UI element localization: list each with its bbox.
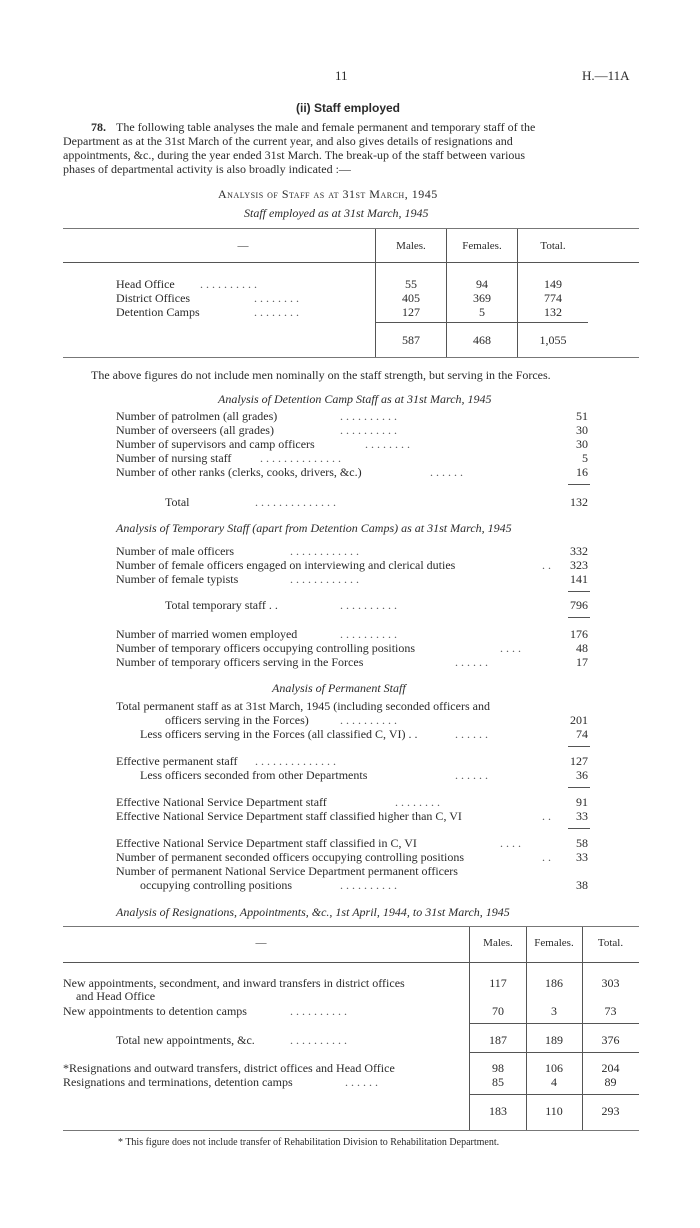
- document-reference: H.—11A: [582, 68, 630, 83]
- detention-row-label: Number of patrolmen (all grades): [116, 409, 278, 423]
- table1-row-leader: . . . . . . . .: [254, 305, 299, 319]
- temporary-row2-label: Number of temporary officers occupying controlling positions: [116, 641, 416, 655]
- permanent-line-9-value: 38: [576, 878, 588, 892]
- detention-row-leader: . . . . . .: [430, 465, 463, 479]
- detention-row-value: 51: [576, 409, 588, 423]
- temporary-total-rule: [568, 617, 590, 618]
- permanent-line-5-value: 91: [576, 795, 588, 809]
- table1-cell-total: 774: [544, 291, 562, 305]
- table2-row2-total: 204: [601, 1061, 620, 1075]
- para-line-4: phases of departmental activity is also broadly indicated :—: [63, 162, 351, 176]
- permanent-line-4-leader: . . . . . .: [455, 768, 488, 782]
- permanent-line-1b: officers serving in the Forces): [165, 713, 309, 727]
- temporary-sum-rule: [568, 591, 590, 592]
- table2-total-males: 183: [489, 1104, 507, 1118]
- table1-row-label: Detention Camps: [116, 305, 200, 319]
- permanent-line-2: Less officers serving in the Forces (all classified C, VI) . .: [140, 727, 418, 741]
- permanent-line-7-leader: . . . .: [500, 836, 521, 850]
- permanent-line-5: Effective National Service Department staff: [116, 795, 327, 809]
- table1-subtitle: Staff employed as at 31st March, 1945: [244, 206, 429, 220]
- temporary-row-leader: . .: [542, 558, 551, 572]
- table1-note: The above figures do not include men nominally on the staff strength, but serving in the Forces.: [91, 368, 551, 382]
- temporary-row-leader: . . . . . . . . . . . .: [290, 572, 359, 586]
- detention-sum-rule: [568, 484, 590, 485]
- temporary-row2-leader: . . . . . . . . . .: [340, 627, 397, 641]
- permanent-line-9-leader: . . . . . . . . . .: [340, 878, 397, 892]
- permanent-rule-2: [568, 787, 590, 788]
- table1-header-rule: [63, 262, 639, 263]
- detention-row-label: Number of nursing staff: [116, 451, 232, 465]
- table2-subtotal-rule: [470, 1023, 639, 1024]
- table2-header-males: Males.: [483, 937, 513, 949]
- table2-header-total: Total.: [597, 937, 624, 949]
- table1-cell-females: 369: [473, 291, 491, 305]
- permanent-line-3-leader: . . . . . . . . . . . . . .: [255, 754, 336, 768]
- permanent-rule-1: [568, 746, 590, 747]
- detention-row-value: 16: [576, 465, 588, 479]
- temporary-row-label: Number of female typists: [116, 572, 239, 586]
- table1-cell-females: 94: [476, 277, 488, 291]
- permanent-line-1-leader: . . . . . . . . . .: [340, 713, 397, 727]
- table2-row-label: New appointments to detention camps: [63, 1004, 247, 1018]
- permanent-line-8-value: 33: [576, 850, 588, 864]
- table2-subtotal-label: Total new appointments, &c.: [116, 1033, 255, 1047]
- table1-header-total: Total.: [540, 240, 566, 252]
- permanent-rule-3: [568, 828, 590, 829]
- table2-subtotal-total: 376: [601, 1033, 620, 1047]
- footnote: * This figure does not include transfer of Rehabilitation Division to Rehabilitation Department.: [118, 1137, 500, 1148]
- table1-total-total: 1,055: [539, 333, 567, 347]
- table2-cell-males: 70: [492, 1004, 504, 1018]
- detention-row-label: Number of supervisors and camp officers: [116, 437, 315, 451]
- table2-row2-label: *Resignations and outward transfers, district offices and Head Office: [63, 1061, 395, 1075]
- permanent-line-7-value: 58: [576, 836, 588, 850]
- table1-top-rule: [63, 228, 639, 229]
- table2-row-leader: . . . . . . . . . .: [290, 1004, 347, 1018]
- permanent-line-2-value: 74: [576, 727, 588, 741]
- table2-row2-males: 85: [492, 1075, 504, 1089]
- detention-row-leader: . . . . . . . . . .: [340, 423, 397, 437]
- detention-row-leader: . . . . . . . . . .: [340, 409, 397, 423]
- permanent-line-3: Effective permanent staff: [116, 754, 238, 768]
- temporary-total-label: Total temporary staff . .: [165, 598, 278, 612]
- table1-cell-males: 405: [402, 291, 420, 305]
- table1-row-leader: . . . . . . . .: [254, 291, 299, 305]
- table2-vline-1: [469, 927, 470, 1130]
- temporary-row-label: Number of male officers: [116, 544, 235, 558]
- table2-row2-females: 106: [545, 1061, 563, 1075]
- table2-header-rule: [63, 962, 639, 963]
- table1-cell-males: 55: [405, 277, 417, 291]
- permanent-line-9a: Number of permanent National Service Department permanent officers: [116, 864, 458, 878]
- table2-subtotal-rule-2: [470, 1052, 639, 1053]
- table2-row2-total: 89: [604, 1075, 617, 1089]
- table2-row2-females: 4: [551, 1075, 557, 1089]
- table1-total-females: 468: [473, 333, 491, 347]
- table2-title: Analysis of Resignations, Appointments, &c., 1st April, 1944, to 31st March, 1945: [116, 905, 510, 919]
- table1-header-males: Males.: [396, 240, 426, 252]
- detention-row-leader: . . . . . . . . . . . . . .: [260, 451, 341, 465]
- table2-cell-total: 73: [604, 1004, 617, 1018]
- para-line-3: appointments, &c., during the year ended 31st March. The break-up of the staff between various: [63, 148, 526, 162]
- permanent-line-1-value: 201: [570, 713, 588, 727]
- para-line-2: Department as at the 31st March of the current year, and also gives details of resignations and: [63, 134, 513, 148]
- page-number: 11: [335, 68, 348, 83]
- permanent-line-9b: occupying controlling positions: [140, 878, 292, 892]
- table2-total-females: 110: [545, 1104, 563, 1118]
- detention-total-leader: . . . . . . . . . . . . . .: [255, 495, 336, 509]
- detention-row-value: 5: [582, 451, 588, 465]
- table2-bottom-rule: [63, 1130, 639, 1131]
- permanent-line-1a: Total permanent staff as at 31st March, 1945 (including seconded officers and: [116, 699, 490, 713]
- temporary-row2-value: 48: [576, 641, 588, 655]
- table2-row2-label: Resignations and terminations, detention camps: [63, 1075, 293, 1089]
- table2-cell-males: 117: [489, 976, 507, 990]
- temporary-row2-label: Number of temporary officers serving in the Forces: [116, 655, 364, 669]
- table2-row-label: New appointments, secondment, and inward transfers in district offices: [63, 976, 405, 990]
- para-line-1: The following table analyses the male and female permanent and temporary staff of the: [116, 120, 536, 134]
- table2-cell-females: 186: [545, 976, 563, 990]
- table2-cell-total: 303: [601, 976, 620, 990]
- table2-total-rule: [470, 1094, 639, 1095]
- temporary-row2-leader: . . . . . .: [455, 655, 488, 669]
- table1-bottom-rule: [63, 357, 639, 358]
- table1-title: Analysis of Staff as at 31st March, 1945: [218, 187, 438, 201]
- temporary-total-value: 796: [570, 598, 588, 612]
- permanent-line-8: Number of permanent seconded officers occupying controlling positions: [116, 850, 465, 864]
- table1-row-label: District Offices: [116, 291, 191, 305]
- permanent-heading: Analysis of Permanent Staff: [272, 681, 406, 695]
- permanent-line-7: Effective National Service Department staff classified in C, VI: [116, 836, 417, 850]
- table2-subtotal-males: 187: [489, 1033, 507, 1047]
- permanent-line-6: Effective National Service Department staff classified higher than C, VI: [116, 809, 462, 823]
- permanent-line-3-value: 127: [570, 754, 588, 768]
- table2-header-dash: —: [255, 937, 267, 949]
- temporary-row2-value: 176: [570, 627, 588, 641]
- permanent-line-6-value: 33: [576, 809, 588, 823]
- temporary-row-value: 323: [570, 558, 588, 572]
- temporary-row-leader: . . . . . . . . . . . .: [290, 544, 359, 558]
- temporary-row-value: 141: [570, 572, 588, 586]
- table1-cell-females: 5: [479, 305, 485, 319]
- temporary-row2-value: 17: [576, 655, 588, 669]
- detention-row-value: 30: [576, 423, 588, 437]
- table2-header-females: Females.: [534, 937, 574, 949]
- table2-vline-2: [526, 927, 527, 1130]
- detention-heading: Analysis of Detention Camp Staff as at 31st March, 1945: [218, 392, 492, 406]
- temporary-heading: Analysis of Temporary Staff (apart from Detention Camps) as at 31st March, 1945: [116, 521, 512, 535]
- detention-row-leader: . . . . . . . .: [365, 437, 410, 451]
- table1-header-females: Females.: [462, 240, 502, 252]
- table1-sum-rule: [376, 322, 588, 323]
- detention-total-value: 132: [570, 495, 588, 509]
- permanent-line-4-value: 36: [576, 768, 588, 782]
- table2-row2-males: 98: [492, 1061, 504, 1075]
- detention-row-label: Number of overseers (all grades): [116, 423, 274, 437]
- detention-total-label: Total: [165, 495, 190, 509]
- table1-total-males: 587: [402, 333, 420, 347]
- permanent-line-5-leader: . . . . . . . .: [395, 795, 440, 809]
- section-heading: (ii) Staff employed: [296, 101, 401, 115]
- table2-subtotal-females: 189: [545, 1033, 563, 1047]
- detention-row-value: 30: [576, 437, 588, 451]
- temporary-total-leader: . . . . . . . . . .: [340, 598, 397, 612]
- permanent-line-6-leader: . .: [542, 809, 551, 823]
- detention-row-label: Number of other ranks (clerks, cooks, drivers, &c.): [116, 465, 362, 479]
- temporary-row-label: Number of female officers engaged on interviewing and clerical duties: [116, 558, 456, 572]
- table1-row-label: Head Office: [116, 277, 175, 291]
- paragraph-number: 78.: [91, 120, 106, 134]
- table1-cell-total: 132: [544, 305, 562, 319]
- table1-cell-total: 149: [544, 277, 562, 291]
- table2-cell-females: 3: [551, 1004, 557, 1018]
- table2-row-label-cont: and Head Office: [76, 989, 156, 1003]
- permanent-line-8-leader: . .: [542, 850, 551, 864]
- permanent-line-4: Less officers seconded from other Departments: [140, 768, 368, 782]
- temporary-row-value: 332: [570, 544, 588, 558]
- temporary-row2-label: Number of married women employed: [116, 627, 298, 641]
- table2-vline-3: [582, 927, 583, 1130]
- table2-top-rule: [63, 926, 639, 927]
- table2-total-total: 293: [601, 1104, 620, 1118]
- table1-header-dash: —: [237, 240, 249, 252]
- permanent-line-2-leader: . . . . . .: [455, 727, 488, 741]
- temporary-row2-leader: . . . .: [500, 641, 521, 655]
- table2-subtotal-leader: . . . . . . . . . .: [290, 1033, 347, 1047]
- table2-row2-leader: . . . . . .: [345, 1075, 378, 1089]
- table1-row-leader: . . . . . . . . . .: [200, 277, 257, 291]
- table1-cell-males: 127: [402, 305, 420, 319]
